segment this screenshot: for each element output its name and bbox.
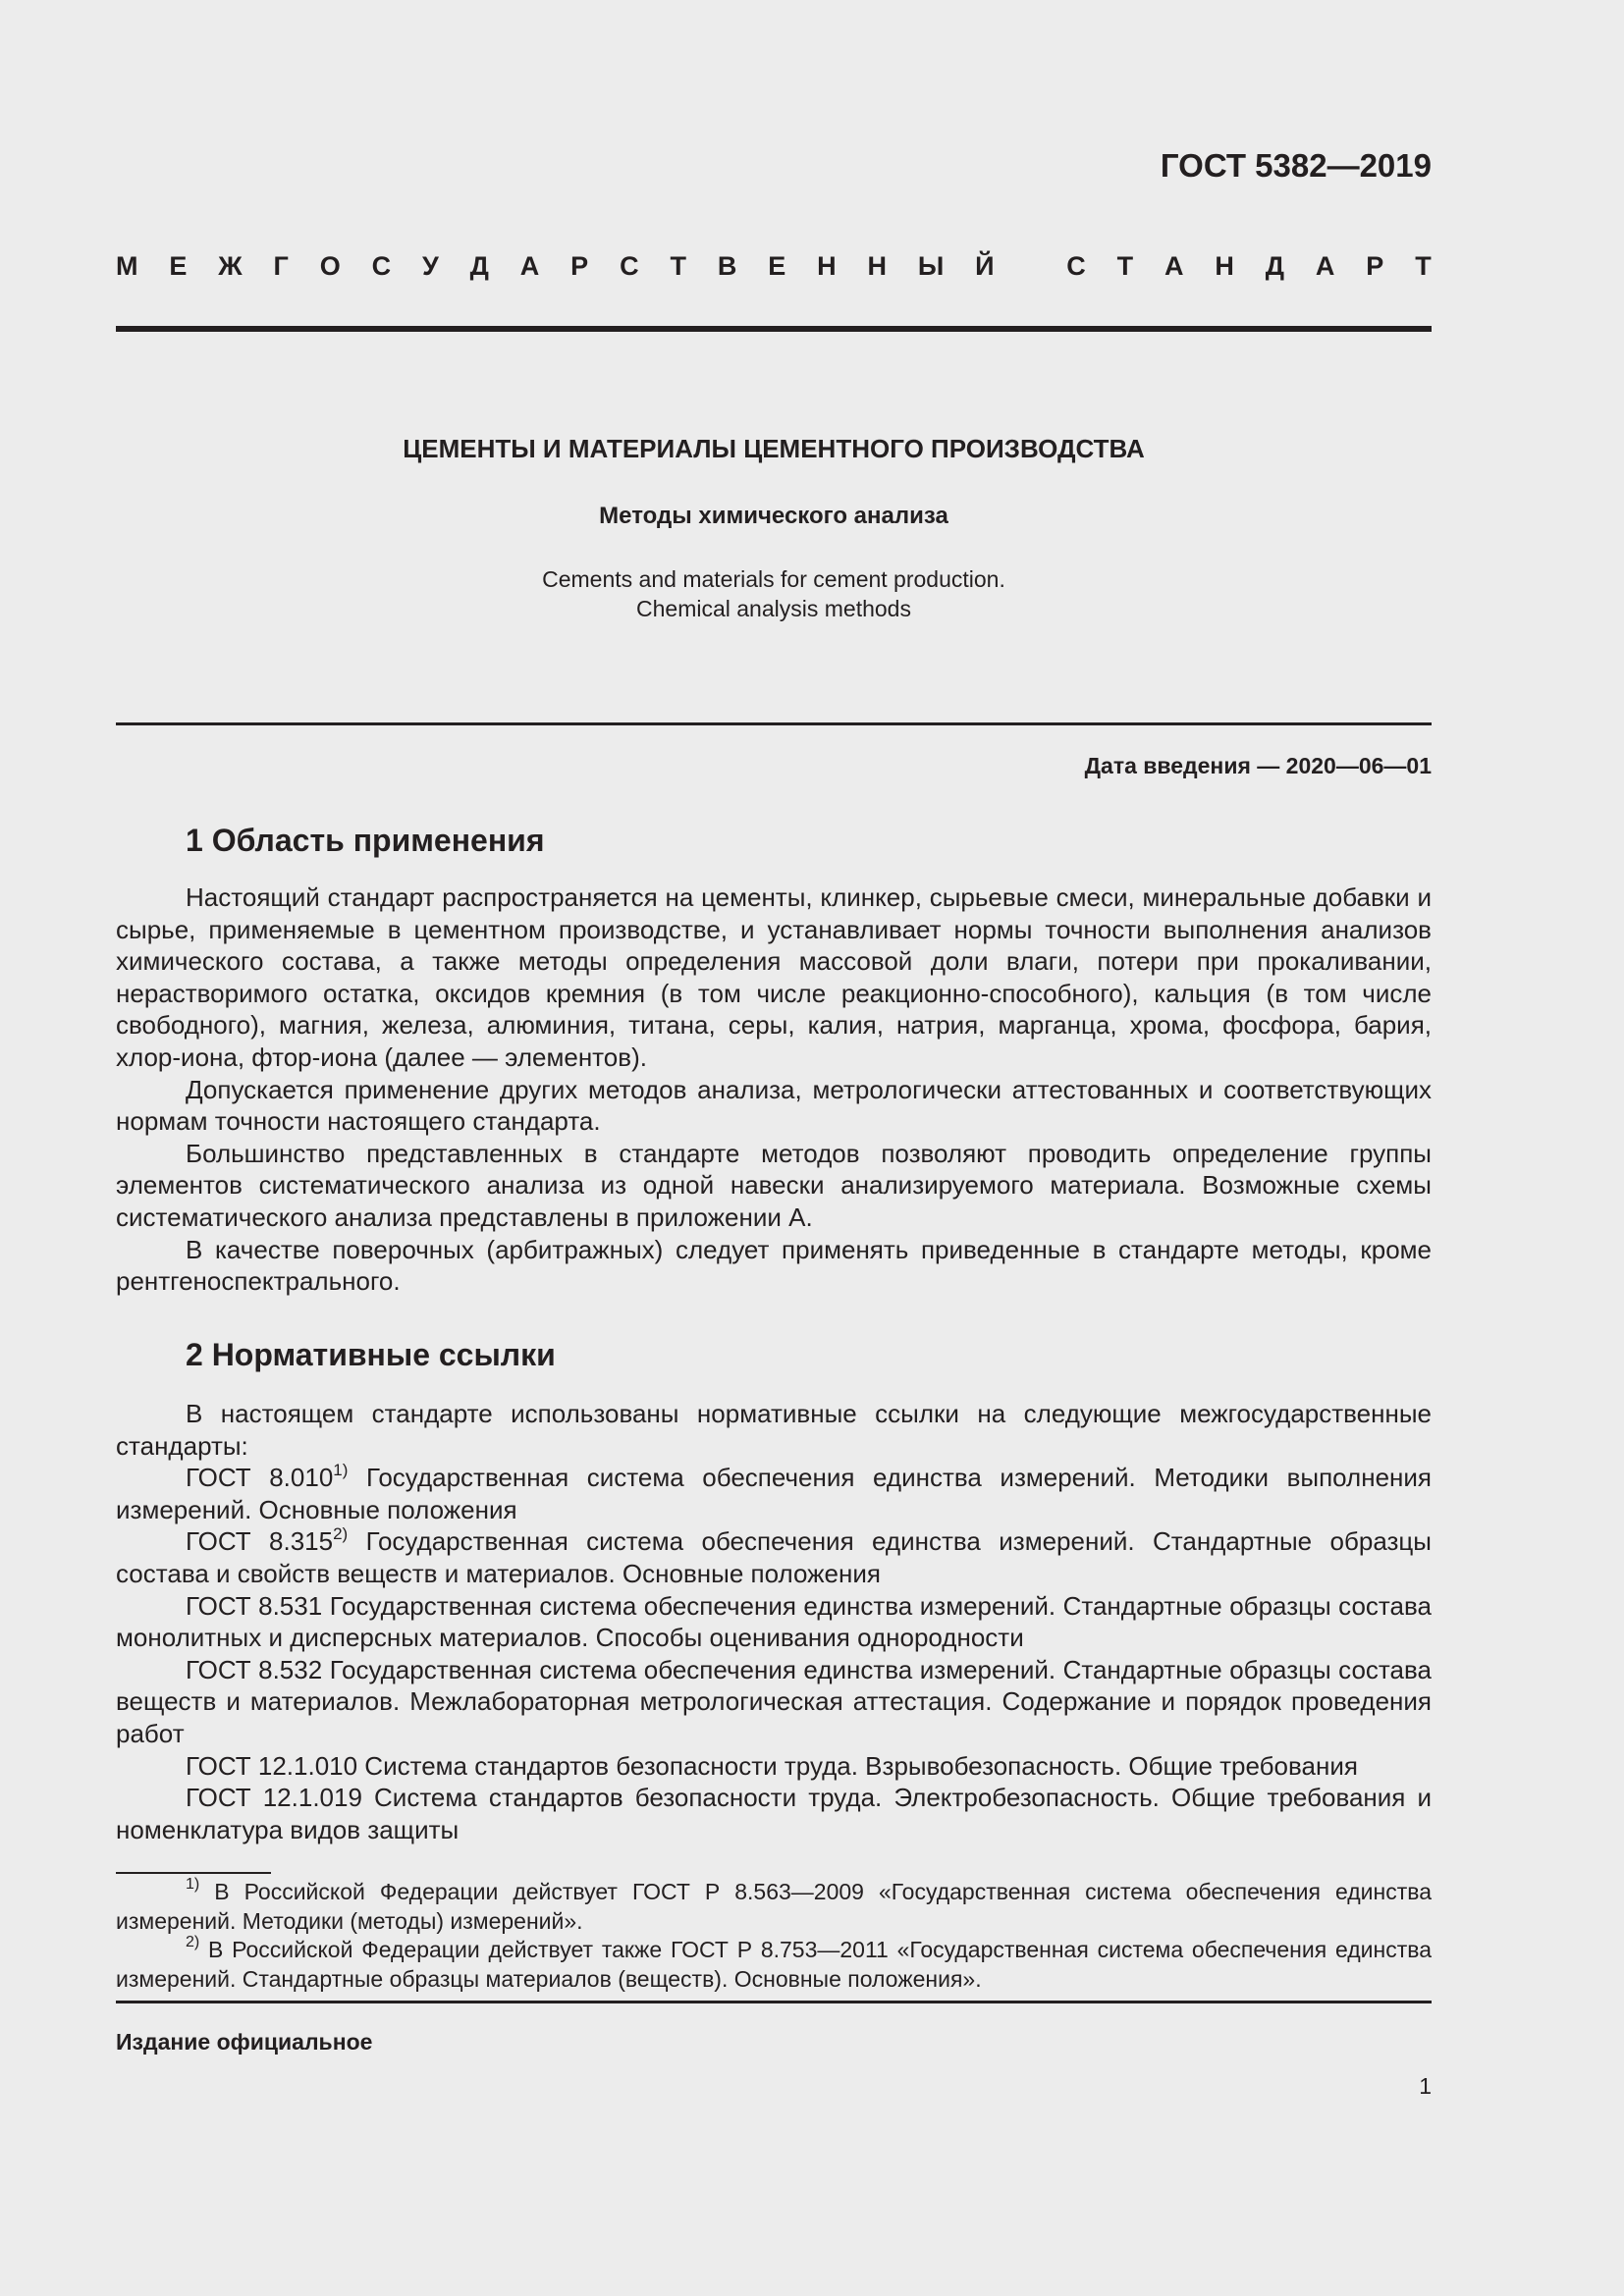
reference-item	[116, 1750, 1432, 1783]
reference-title: Государственная система обеспечения единства измерений. Методики выполнения измерений. Основные положения	[116, 1463, 1432, 1524]
section-2-body	[116, 1398, 1432, 1845]
footnote-text: В Российской Федерации действует также ГОСТ Р 8.753—2011 «Государственная система обеспечения единства измерений. Стандартные образцы материалов (веществ). Основные положения».	[116, 1937, 1432, 1992]
introduction-date: Дата введения — 2020—06—01	[1084, 753, 1432, 778]
section-1-heading: 1 Область применения	[186, 823, 545, 858]
reference-code: ГОСТ 8.531	[186, 1590, 323, 1621]
banner-letter: Н	[1215, 251, 1234, 281]
page-number: 1	[1419, 2073, 1432, 2099]
section-1-body	[116, 881, 1432, 1298]
footnote-mark: 1)	[186, 1876, 200, 1894]
banner-letter: Е	[169, 251, 188, 281]
banner-letter: С	[620, 251, 639, 281]
reference-code: ГОСТ 8.010	[186, 1463, 334, 1493]
document-title: ЦЕМЕНТЫ И МАТЕРИАЛЫ ЦЕМЕНТНОГО ПРОИЗВОДСТВА	[403, 434, 1145, 463]
footnote-text: В Российской Федерации действует ГОСТ Р 8.563—2009 «Государственная система обеспечения единства измерений. Методики (методы) измерений».	[116, 1879, 1432, 1934]
banner-letter: Т	[670, 251, 686, 281]
paragraph: В настоящем стандарте использованы нормативные ссылки на следующие межгосударственные стандарты:	[116, 1399, 1432, 1461]
banner-letter: А	[1315, 251, 1335, 281]
footnotes	[116, 1878, 1432, 1994]
banner-letter: Р	[570, 251, 589, 281]
banner-letter: С	[1066, 251, 1086, 281]
banner-letter: Ж	[218, 251, 243, 281]
document-subtitle: Методы химического анализа	[599, 503, 948, 529]
reference-title: Государственная система обеспечения единства измерений. Стандартные образцы состава и свойств веществ и материалов. Основные положения	[116, 1526, 1432, 1588]
reference-item	[116, 1782, 1432, 1845]
banner-letter: Р	[1366, 251, 1384, 281]
banner-letter: Й	[975, 251, 995, 281]
reference-title: Государственная система обеспечения единства измерений. Стандартные образцы состава веществ и материалов. Межлабораторная метрологическая аттестация. Содержание и порядок проведения работ	[116, 1654, 1432, 1748]
interstate-standard-banner	[116, 251, 1432, 282]
footnote	[116, 1936, 1432, 1994]
reference-item	[116, 1654, 1432, 1750]
banner-word-gap	[1025, 251, 1035, 282]
document-number: ГОСТ 5382—2019	[1160, 147, 1432, 184]
footer-rule	[116, 2001, 1432, 2003]
banner-letter: Г	[273, 251, 289, 281]
banner-letter: О	[319, 251, 341, 281]
banner-letter: В	[717, 251, 737, 281]
footnote-mark: 2)	[186, 1934, 200, 1951]
banner-letter: М	[116, 251, 138, 281]
reference-title: Государственная система обеспечения единства измерений. Стандартные образцы состава монолитных и дисперсных материалов. Способы оценивания однородности	[116, 1590, 1432, 1653]
banner-letter: А	[1164, 251, 1184, 281]
banner-letter: Д	[1265, 251, 1285, 281]
english-title-line-1: Cements and materials for cement production.	[542, 566, 1005, 592]
reference-item	[116, 1525, 1432, 1589]
banner-letter: Н	[817, 251, 837, 281]
banner-letter: Е	[768, 251, 786, 281]
banner-letter: А	[519, 251, 540, 281]
english-title	[116, 564, 1432, 623]
footnote-separator	[116, 1872, 271, 1874]
banner-letter: Ы	[917, 251, 945, 281]
reference-item	[116, 1462, 1432, 1525]
reference-code: ГОСТ 12.1.019	[186, 1783, 362, 1813]
reference-code: ГОСТ 12.1.010	[186, 1750, 358, 1781]
banner-letter: Т	[1415, 251, 1432, 281]
english-title-line-2: Chemical analysis methods	[636, 596, 911, 621]
title-rule	[116, 722, 1432, 725]
reference-code: ГОСТ 8.315	[186, 1526, 334, 1557]
reference-item	[116, 1590, 1432, 1654]
banner-letter: Т	[1116, 251, 1134, 281]
banner-letter: Д	[469, 251, 489, 281]
paragraph: Допускается применение других методов анализа, метрологически аттестованных и соответствующих нормам точности настоящего стандарта.	[116, 1074, 1432, 1137]
reference-title: Система стандартов безопасности труда. Электробезопасность. Общие требования и номенклатура видов защиты	[116, 1783, 1432, 1844]
banner-letter: У	[422, 251, 439, 281]
footnote-mark: 1)	[333, 1460, 349, 1479]
header-rule	[116, 326, 1432, 332]
paragraph: В качестве поверочных (арбитражных) следует применять приведенные в стандарте методы, кроме рентгеноспектрального.	[116, 1234, 1432, 1297]
section-2-heading: 2 Нормативные ссылки	[186, 1337, 556, 1372]
paragraph: Настоящий стандарт распространяется на цементы, клинкер, сырьевые смеси, минеральные добавки и сырье, применяемые в цементном производстве, и устанавливает нормы точности выполнения анализов химического состава, а также методы определения массовой доли влаги, потери при прокаливании, нерастворимого остатка, оксидов кремния (в том числе реакционно-способного), кальция (в том числе свободного), магния, железа, алюминия, титана, серы, калия, натрия, марганца, хрома, фосфора, бария, хлор-иона, фтор-иона (далее — элементов).	[116, 882, 1432, 1072]
reference-title: Система стандартов безопасности труда. Взрывобезопасность. Общие требования	[357, 1750, 1358, 1781]
reference-code: ГОСТ 8.532	[186, 1654, 323, 1684]
paragraph: Большинство представленных в стандарте методов позволяют проводить определение группы элементов систематического анализа из одной навески анализируемого материала. Возможные схемы систематического анализа представлены в приложении А.	[116, 1138, 1432, 1232]
edition-label: Издание официальное	[116, 2029, 373, 2055]
footnote-mark: 2)	[333, 1523, 349, 1543]
banner-letter: С	[371, 251, 392, 281]
banner-letter: Н	[867, 251, 887, 281]
footnote	[116, 1878, 1432, 1936]
